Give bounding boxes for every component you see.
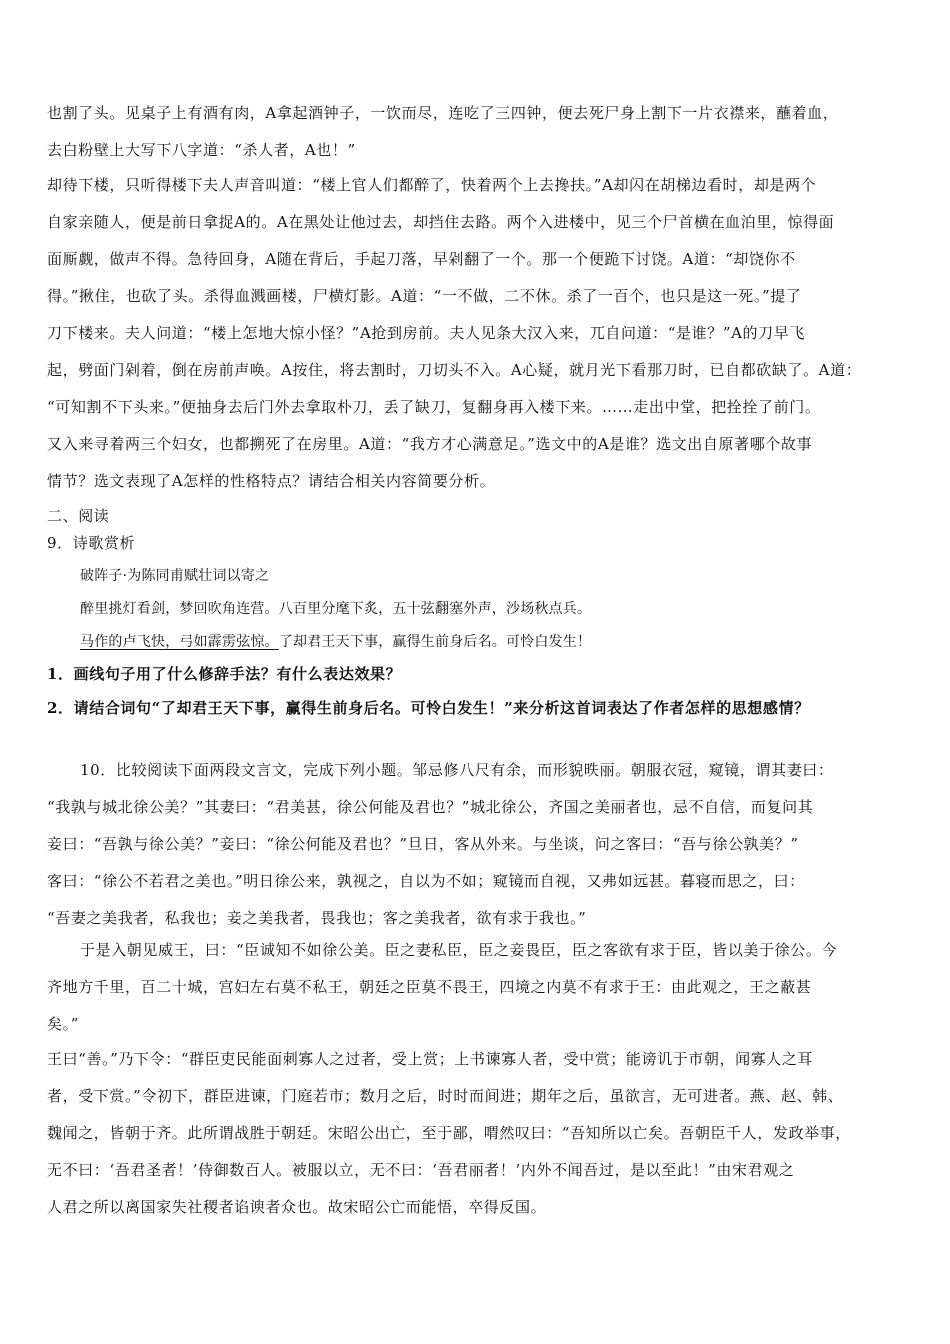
- poem-line: [80, 631, 591, 651]
- passage-q10-line: 矣。”: [47, 1015, 79, 1033]
- passage-q10-line: 妾曰：“吾孰与徐公美？”妾曰：“徐公何能及君也？”旦日，客从外来。与坐谈，问之客曰：“吾与徐公孰美？”: [47, 835, 799, 853]
- passage-q10-line: 10．比较阅读下面两段文言文，完成下列小题。邹忌修八尺有余，而形貌昳丽。朝服衣冠，窥镜，谓其妻曰：: [80, 761, 834, 779]
- passage-a-line: 自家亲随人，便是前日拿捉A的。A在黑处让他过去，却挡住去路。两个入进楼中，见三个尸首横在血泊里，惊得面: [47, 213, 835, 231]
- poem-line: 醉里挑灯看剑，梦回吹角连营。八百里分麾下炙，五十弦翻塞外声，沙场秋点兵。: [80, 601, 592, 617]
- passage-q10-line: 人君之所以离国家失社稷者谄谀者众也。故宋昭公亡而能悟，卒得反国。: [47, 1198, 547, 1216]
- passage-q10-line: “吾妻之美我者，私我也；妾之美我者，畏我也；客之美我者，欲有求于我也。”: [47, 909, 587, 927]
- passage-a-line: “可知割不下头来。”便抽身去后门外去拿取朴刀，丢了缺刀，复翻身再入楼下来。……走出中堂，把拴拴了前门。: [47, 398, 821, 416]
- passage-a-line: 也割了头。见桌子上有酒有肉，A拿起酒钟子，一饮而尽，连吃了三四钟，便去死尸身上割下一片衣襟来，蘸着血，: [47, 104, 839, 122]
- poem-title: 破阵子·为陈同甫赋壮词以寄之: [80, 568, 270, 584]
- question-item: 1．画线句子用了什么修辞手法？有什么表达效果？: [47, 665, 402, 683]
- passage-q10-line: 者，受下赏。”令初下，群臣进谏，门庭若市；数月之后，时时而间进；期年之后，虽欲言，无可进者。燕、赵、韩、: [47, 1087, 844, 1105]
- passage-q10-line: 魏闻之，皆朝于齐。此所谓战胜于朝廷。宋昭公出亡，至于鄙，喟然叹曰：“吾知所以亡矣。吾朝臣千人，发政举事，: [47, 1124, 851, 1142]
- passage-q10-line: 客曰：“徐公不若君之美也。”明日徐公来，孰视之，自以为不如；窥镜而自视，又弗如远甚。暮寝而思之，曰：: [47, 872, 805, 890]
- question-9-heading: 9．诗歌赏析: [47, 534, 136, 552]
- passage-a-line: 却待下楼，只听得楼下夫人声音叫道：“楼上官人们都醉了，快着两个上去搀扶。”A却闪在胡梯边看时，却是两个: [47, 176, 817, 194]
- passage-a-line: 起，劈面门剁着，倒在房前声唤。A按住，将去割时，刀切头不入。A心疑，就月光下看那刀时，已自都砍缺了。A道：: [47, 361, 862, 379]
- section-heading: 二、阅读: [47, 507, 110, 525]
- passage-q10-line: 无不曰：‘吾君圣者！’侍御数百人。被服以立，无不曰：‘吾君丽者！’内外不闻吾过，是以至此！”由宋君观之: [47, 1161, 795, 1179]
- passage-a-line: 又入来寻着两三个妇女，也都搠死了在房里。A道：“我方才心满意足。”选文中的A是谁？选文出自原著哪个故事: [47, 435, 813, 453]
- question-item: 2．请结合词句“了却君王天下事，赢得生前身后名。可怜白发生！”来分析这首词表达了作者怎样的思想感情？: [47, 699, 810, 717]
- passage-a-line: 情节？选文表现了A怎样的性格特点？请结合相关内容简要分析。: [47, 472, 496, 490]
- poem-line-rest: 了却君王天下事，赢得生前身后名。可怜白发生！: [278, 634, 592, 650]
- passage-a-line: 面厮觑，做声不得。急待回身，A随在背后，手起刀落，早剁翻了一个。那一个便跪下讨饶。A道：“却饶你不: [47, 250, 796, 268]
- passage-a-line: 得。”揪住，也砍了头。杀得血溅画楼，尸横灯影。A道：“一不做，二不休。杀了一百个，也只是这一死。”提了: [47, 287, 802, 305]
- passage-q10-line: 齐地方千里，百二十城，宫妇左右莫不私王，朝廷之臣莫不畏王，四境之内莫不有求于王：由此观之，王之蔽甚: [47, 978, 812, 996]
- underlined-verse: 马作的卢飞快，弓如霹雳弦惊。: [80, 634, 279, 650]
- passage-q10-line: “我孰与城北徐公美？”其妻曰：“君美甚，徐公何能及君也？”城北徐公，齐国之美丽者也，忌不自信，而复问其: [47, 798, 814, 816]
- passage-q10-line: 王曰“善。”乃下令：“群臣吏民能面刺寡人之过者，受上赏；上书谏寡人者，受中赏；能谤讥于市朝，闻寡人之耳: [47, 1050, 814, 1068]
- passage-a-line: 去白粉壁上大写下八字道：“杀人者，A也！”: [47, 141, 356, 159]
- passage-q10-line: 于是入朝见威王，曰：“臣诚知不如徐公美。臣之妻私臣，臣之妾畏臣，臣之客欲有求于臣，皆以美于徐公。今: [80, 941, 838, 959]
- passage-a-line: 刀下楼来。夫人问道：“楼上怎地大惊小怪？”A抢到房前。夫人见条大汉入来，兀自问道：“是谁？”A的刀早飞: [47, 324, 805, 342]
